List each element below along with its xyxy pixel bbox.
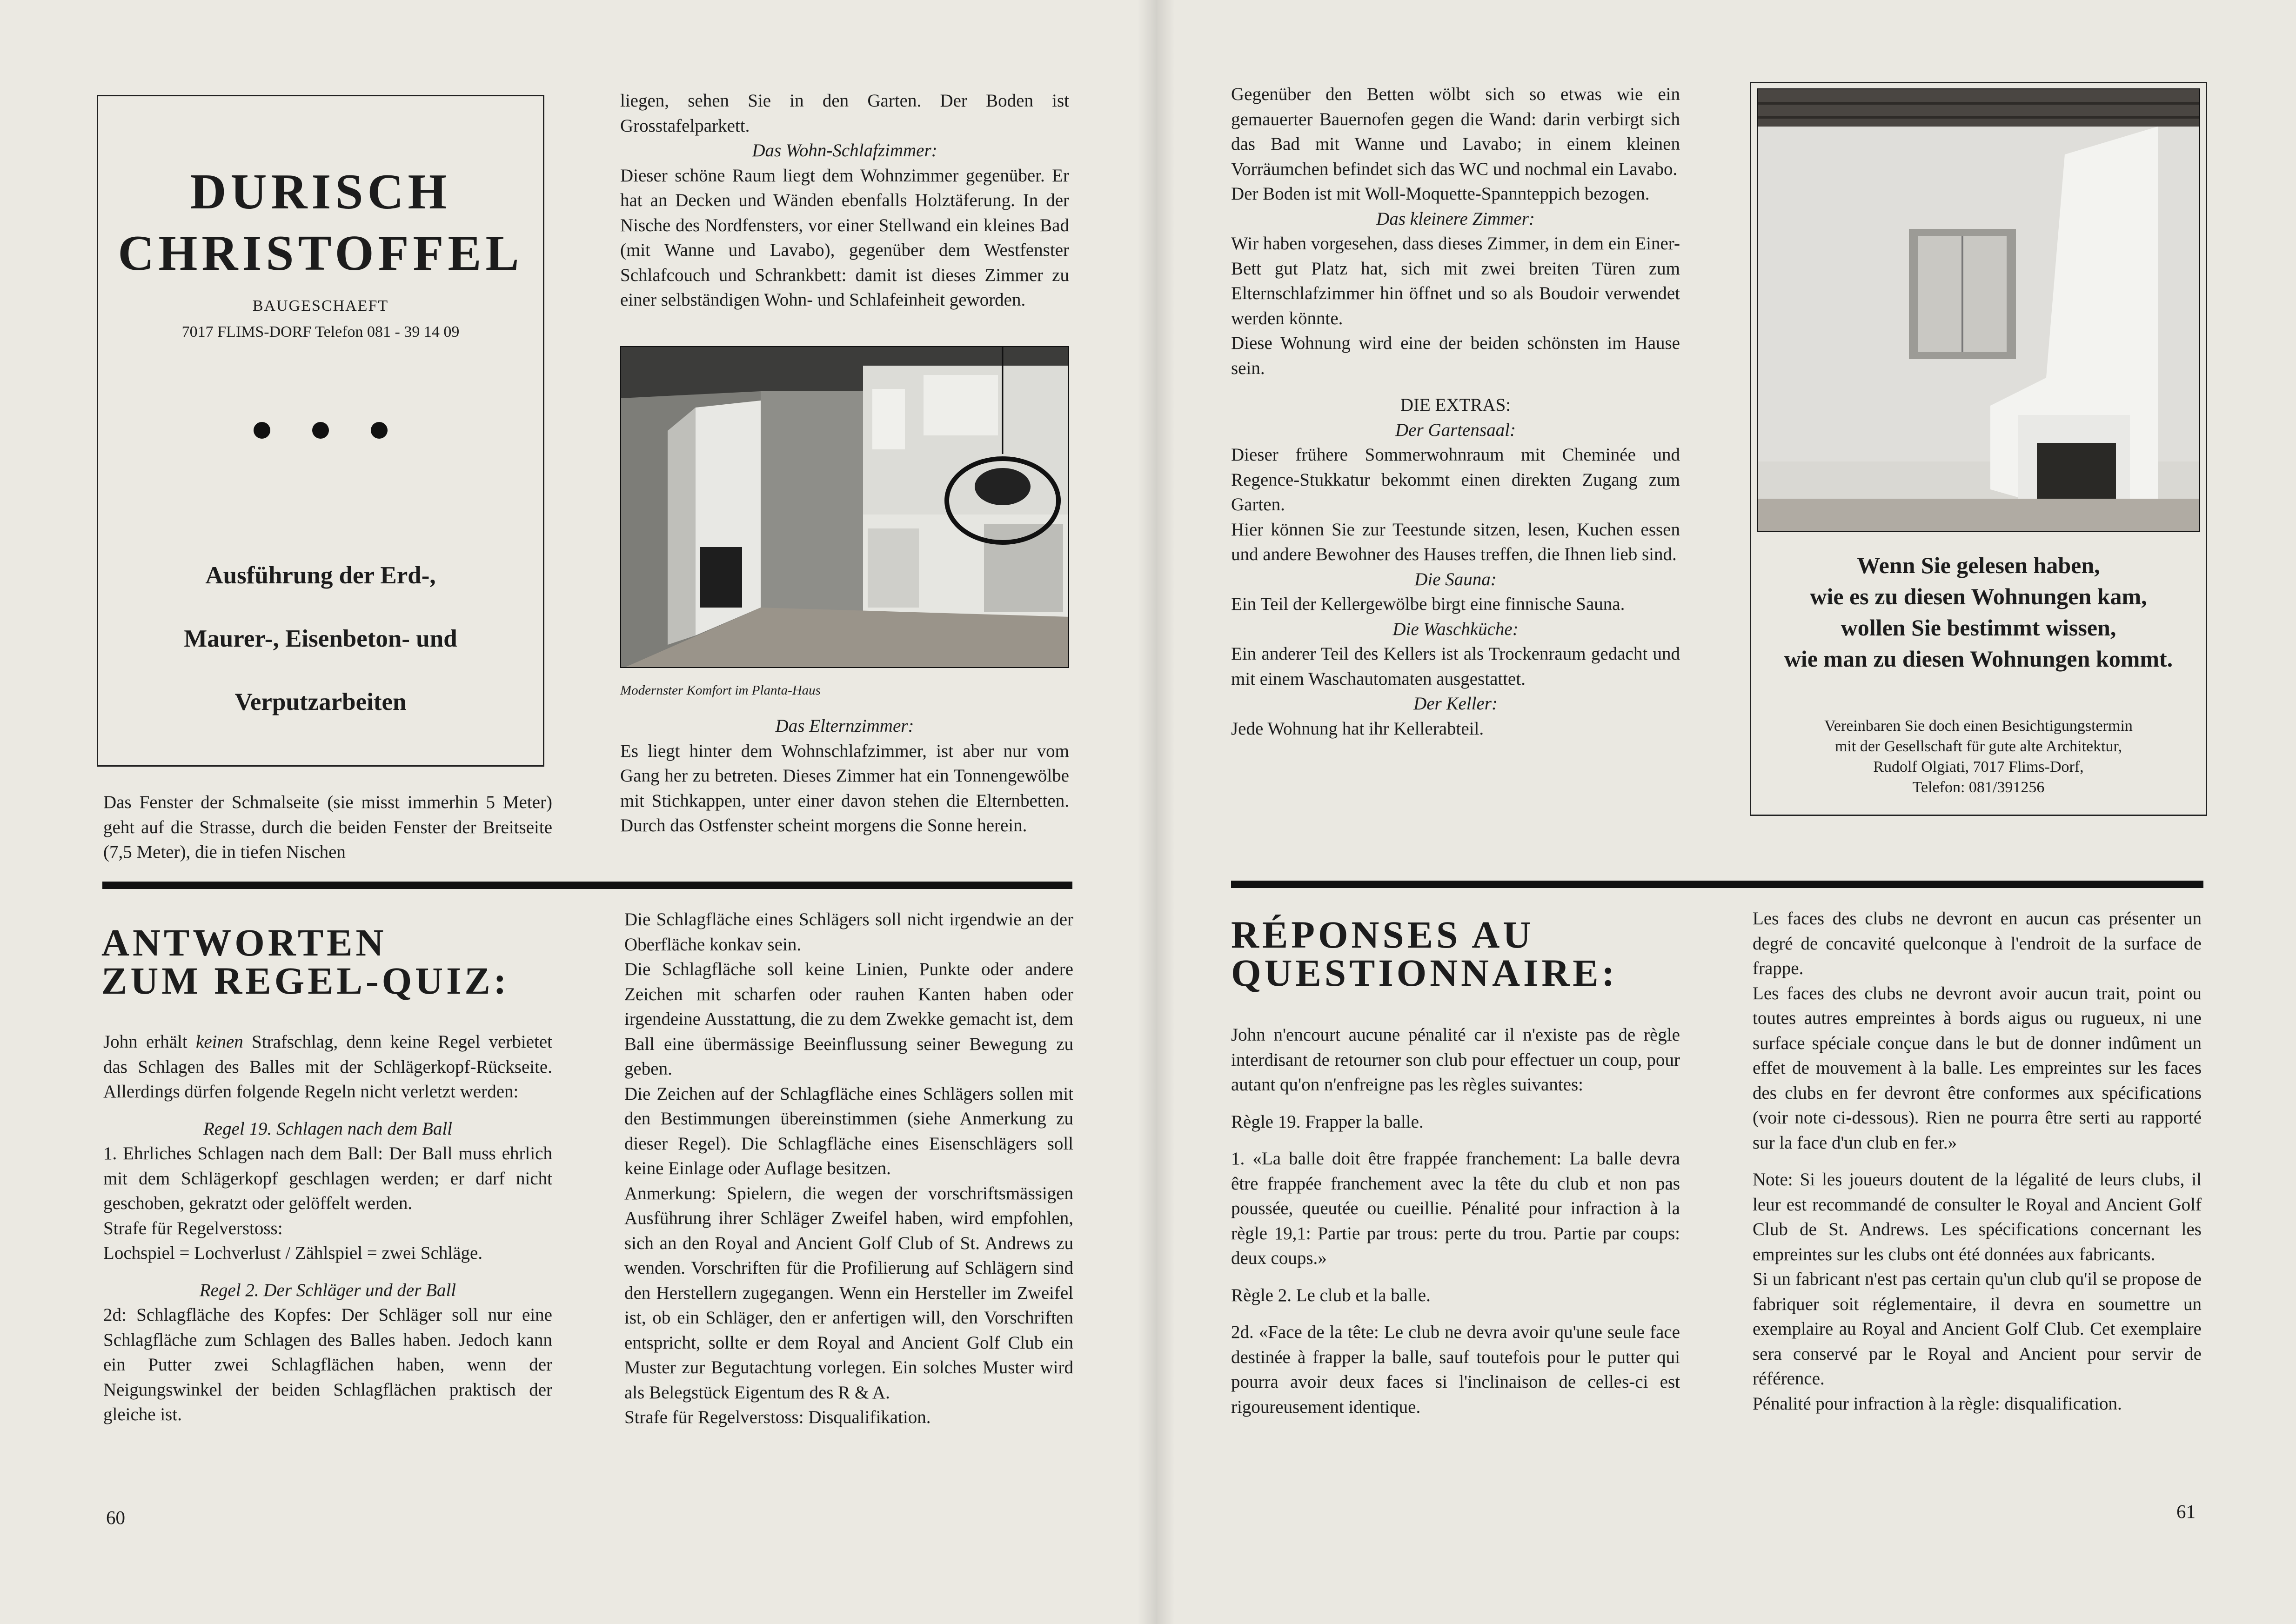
quiz-answer-column-1: John erhält keinen Strafschlag, denn keine Regel verbietet das Schlagen des Balles mit der Schlägerkopf-Rückseite. Allerdings dürfen folgende Regeln nicht verletzt werden: Regel 19. Schlagen nach dem Ball 1. Ehrliches Schlagen nach dem Ball: Der Ball muss ehrlich mit dem Schlägerkopf geschlagen werden; er darf nicht geschoben, gekratzt oder gelöffelt werden. Strafe für Regelverstoss: Lochspiel = Lochverlust / Zählspiel = zwei Schläge. Regel 2. Der Schläger und der Ball 2d: Schlagfläche des Kopfes: Der Schläger soll nur eine Schlagfläche zum Schlagen des Balles haben. Jedoch kann ein Putter zwei Schlagflächen haben, wenn der Neigungswinkel der beiden Schlagflächen praktisch der gleiche ist. — [103, 1032, 552, 1424]
ad-work-line-2: Maurer-, Eisenbeton- und — [184, 625, 457, 652]
subhead-sauna: Die Sauna: — [1414, 569, 1497, 589]
kitchen-photo — [620, 346, 1069, 668]
section-divider — [102, 882, 1072, 889]
dot-icon — [312, 422, 329, 439]
subhead-extras: DIE EXTRAS: — [1400, 395, 1511, 415]
subhead-kleinere-zimmer: Das kleinere Zimmer: — [1376, 208, 1535, 229]
intro-paragraph: Das Fenster der Schmalseite (sie misst immerhin 5 Meter) geht auf die Strasse, durch die beiden Fenster der Breitseite (7,5 Meter), die in tiefen Nischen — [103, 792, 552, 862]
page-number-left: 60 — [106, 1507, 125, 1528]
subhead-gartensaal: Der Gartensaal: — [1395, 420, 1516, 440]
fireplace-photo — [1757, 88, 2200, 532]
subhead-regel-19: Regel 19. Schlagen nach dem Ball — [203, 1118, 452, 1139]
kitchen-illustration — [621, 347, 1069, 668]
article-column-2-bottom: Das Elternzimmer: Es liegt hinter dem Wohnschlafzimmer, ist aber nur vom Gang her zu betreten. Dieses Zimmer hat ein Tonnengewölbe mit Stichkappen, unter einer davon stehen die Elternbetten. Durch das Ostfenster scheint morgens die Sonne herein. — [620, 714, 1069, 838]
dot-icon — [254, 422, 270, 439]
ad-work-line-1: Ausführung der Erd-, — [205, 562, 436, 589]
dot-icon — [371, 422, 388, 439]
article-column-3: Gegenüber den Betten wölbt sich so etwas wie ein gemauerter Bauernofen gegen die Wand: darin verbirgt sich das Bad mit Wanne und Lavabo; in einem kleinen Vorräumchen befindet sich das WC und nochmal ein Lavabo. Der Boden ist mit Woll-Moquette-Spannteppich bezogen. Das kleinere Zimmer: Wir haben vorgesehen, dass dieses Zimmer, in dem ein Einer-Bett gut Platz hat, sich mit zwei breiten Türen zum Elternschlafzimmer hin öffnet und so als Boudoir verwendet werden könnte. Diese Wohnung wird eine der beiden schönsten im Hause sein. DIE EXTRAS: Der Gartensaal: Dieser frühere Sommerwohnraum mit Cheminée und Regence-Stukkatur bekommt einen direkten Zugang zum Garten. Hier können Sie zur Teestunde sitzen, lesen, Kuchen essen und andere Bewohner des Hauses treffen, die Ihnen lieb sind. Die Sauna: Ein Teil der Kellergewölbe birgt eine finnische Sauna. Die Waschküche: Ein anderer Teil des Kellers ist als Trockenraum gedacht und mit einem Waschautomaten ausgestattet. Der Keller: Jede Wohnung hat ihr Kellerabteil. — [1231, 84, 1680, 739]
photo-caption: Modernster Komfort im Planta-Haus — [620, 683, 821, 698]
fireplace-illustration — [1758, 89, 2200, 532]
ad-bullet-dots — [98, 422, 543, 441]
ad-subtitle: BAUGESCHAEFT — [252, 297, 389, 314]
ad-work-line-3: Verputzarbeiten — [234, 688, 407, 715]
article-column-2-top: liegen, sehen Sie in den Garten. Der Boden ist Grosstafelparkett. Das Wohn-Schlafzimmer: Dieser schöne Raum liegt dem Wohnzimmer gegenüber. Er hat an Decken und Wänden ebenfalls Holztäferung. In der Nische des Nordfensters, vor einer Stellwand ein kleines Bad (mit Wanne und Lavabo), gegenüber dem Westfenster Schlafcouch und Schrankbett: damit ist dieses Zimmer zu einer selbständigen Wohn- und Schlafeinheit geworden. — [620, 91, 1069, 310]
ad-contact: Vereinbaren Sie doch einen Besichtigungstermin mit der Gesellschaft für gute alte Architektur, Rudolf Olgiati, 7017 Flims-Dorf, Telefon: 081/391256 — [1824, 717, 2133, 796]
subhead-wohn-schlafzimmer: Das Wohn-Schlafzimmer: — [752, 140, 937, 160]
page-number-right: 61 — [2176, 1501, 2196, 1522]
quiz-answer-column-4: Les faces des clubs ne devront en aucun cas présenter un degré de concavité quelconque à l'endroit de la surface de frappe. Les faces des clubs ne devront avoir aucun trait, point ou toutes autres empreintes à bords aigus ou rugueux, ni une surface spéciale conçue dans le but de donner indûment un effet de mouvement à la balle. Les empreintes sur les faces des clubs en fer devront être conformes aux spécifications (voir note ci-dessous). Rien ne pourra être serti au rapporté sur la face d'un club en fer.» Note: Si les joueurs doutent de la légalité de leurs clubs, il leur est recommandé de consulter le Royal and Ancient Golf Club de St. Andrews. Les spécifications concernant les empreintes sur les clubs ont été données aux fabricants. Si un fabricant n'est pas certain qu'un club qu'il se propose de fabriquer soit réglementaire, il devra en soumettre un exemplaire au Royal and Ancient Golf Club. Cet exemplaire sera conservé par le Royal and Ancient pour servir de référence. Pénalité pour infraction à la règle: disqualification. — [1753, 909, 2202, 1414]
quiz-heading-de: ANTWORTEN ZUM REGEL-QUIZ: — [101, 921, 510, 1002]
quiz-answer-column-3: John n'encourt aucune pénalité car il n'existe pas de règle interdisant de retourner son club pour effectuer un coup, pour autant qu'on n'enfreigne pas les règles suivantes: Règle 19. Frapper la balle. 1. «La balle doit être frappée franchement: La balle devra être frappée franchement avec la tête du club et non pas poussée, queutée ou cueillie. Pénalité pour infraction à la règle 19,1: Partie par trous: perte du trou. Partie par coups: deux coups.» Règle 2. Le club et la balle. 2d. «Face de la tête: Le club ne devra avoir qu'une seule face destinée à frapper la balle, sauf toutefois pour le putter qui pourra avoir deux faces si l'inclinaison de celles-ci est rigoureusement identique. — [1231, 1025, 1680, 1417]
subhead-keller: Der Keller: — [1413, 694, 1498, 714]
gutter-shadow — [1138, 0, 1175, 1624]
ad-address: 7017 FLIMS-DORF Telefon 081 - 39 14 09 — [181, 323, 460, 341]
subhead-regel-2: Regel 2. Der Schläger und der Ball — [199, 1280, 456, 1300]
section-divider — [1231, 881, 2203, 888]
subhead-elternzimmer: Das Elternzimmer: — [775, 716, 914, 736]
quiz-answer-column-2: Die Schlagfläche eines Schlägers soll nicht irgendwie an der Oberfläche konkav sein. Die Schlagfläche soll keine Linien, Punkte oder andere Zeichen mit scharfen oder rauhen Kanten haben oder irgendeine Ausstattung, die zu dem Zwekke gemacht ist, dem Ball eine übermässige Beeinflussung seiner Bewegung zu geben. Die Zeichen auf der Schlagfläche eines Schlägers sollen mit den Bestimmungen übereinstimmen (siehe Anmerkung zu dieser Regel). Die Schlagfläche eines Eisenschlägers soll keine Einlage oder Auflage besitzen. Anmerkung: Spielern, die wegen der vorschriftsmässigen Ausführung ihrer Schläger Zweifel haben, wird empfohlen, sich an den Royal and Ancient Golf Club of St. Andrews zu wenden. Vorschriften für die Profilierung auf Schlägern sind den Herstellern zugegangen. Wenn ein Hersteller im Zweifel ist, ob ein Schläger, den er anfertigen will, den Vorschriften entspricht, sollte er dem Royal and Ancient Golf Club ein Muster zur Begutachtung vorlegen. Ein solches Muster wird als Belegstück Eigentum des R & A. Strafe für Regelverstoss: Disqualifikation. — [624, 909, 1073, 1427]
ad-company-name: DURISCH CHRISTOFFEL — [118, 164, 523, 281]
subhead-waschkueche: Die Waschküche: — [1392, 619, 1519, 639]
ad-headline: Wenn Sie gelesen haben, wie es zu diesen Wohnungen kam, wollen Sie bestimmt wissen, wie man zu diesen Wohnungen kommt. — [1784, 552, 2173, 672]
quiz-heading-fr: RÉPONSES AU QUESTIONNAIRE: — [1231, 913, 1618, 994]
durisch-advertisement — [97, 95, 544, 767]
